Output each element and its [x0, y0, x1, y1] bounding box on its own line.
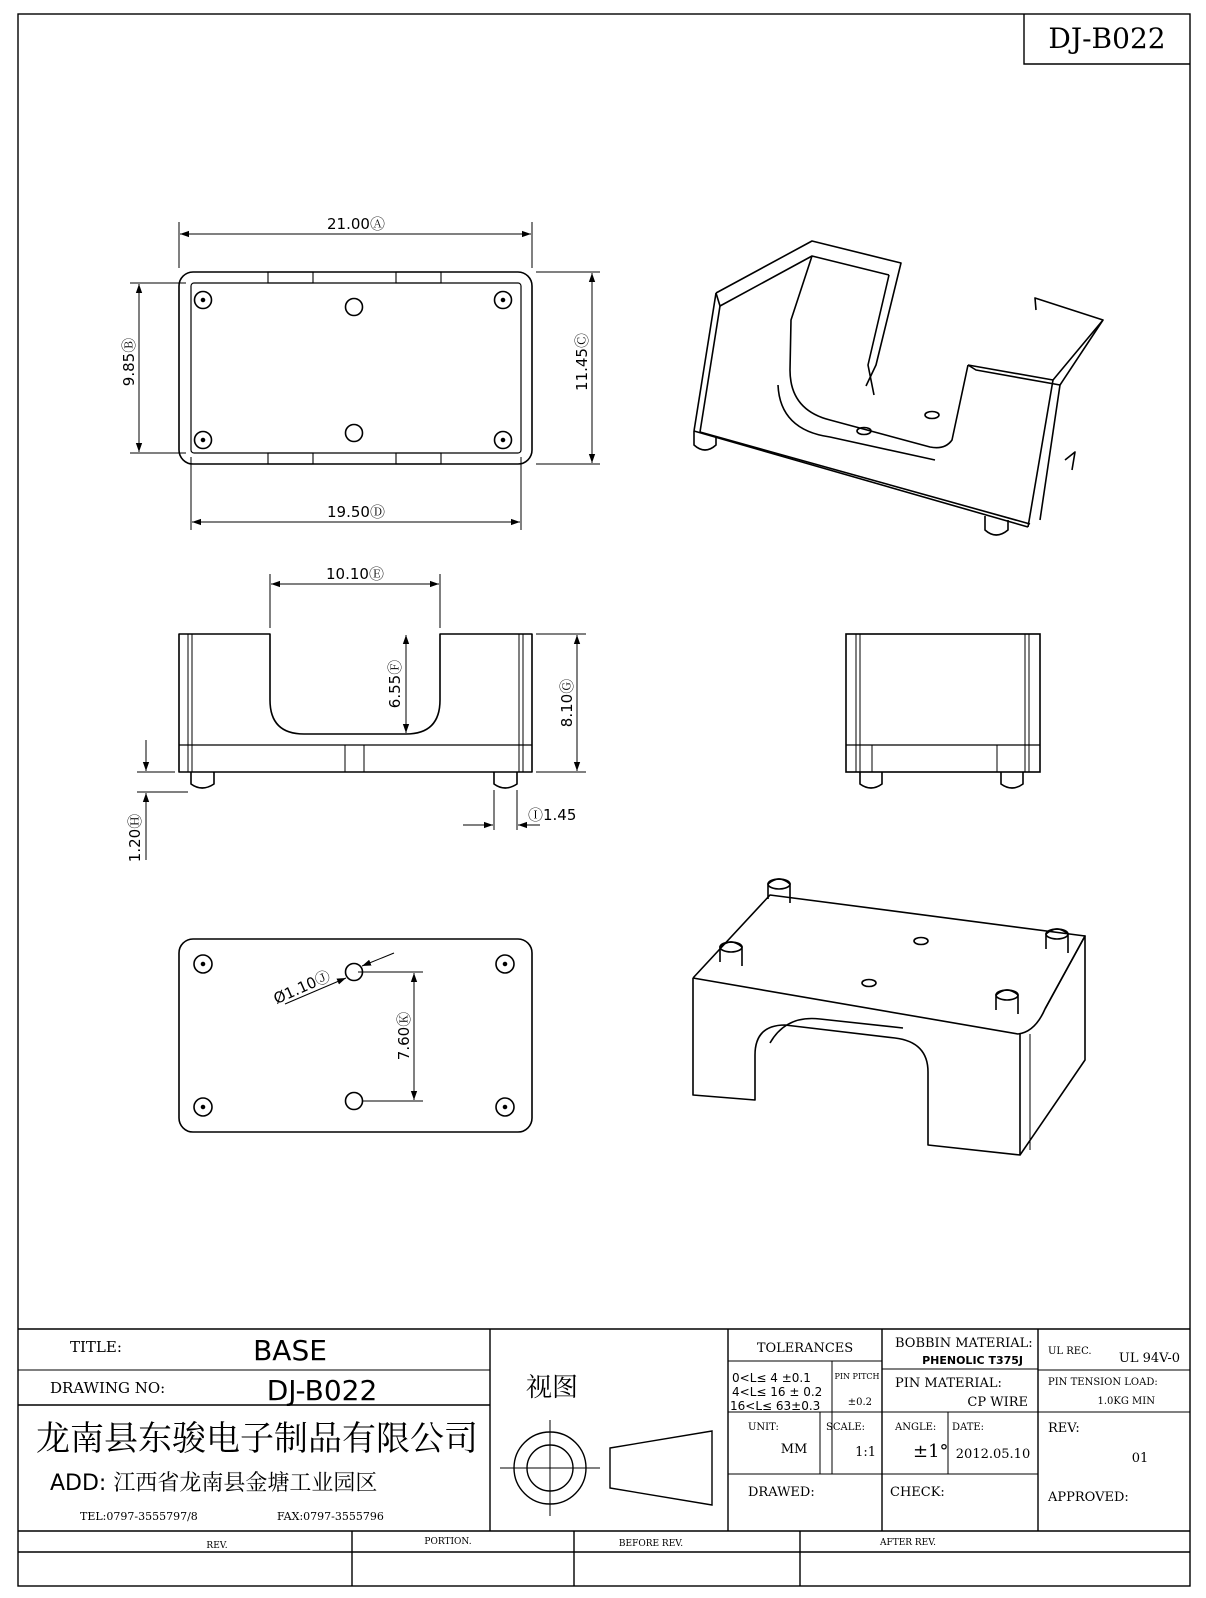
view-label: 视图: [525, 1373, 579, 1403]
svg-text:6.55Ⓕ: 6.55Ⓕ: [386, 659, 404, 709]
company-address: ADD: 江西省龙南县金塘工业园区: [50, 1471, 378, 1496]
title-block: [18, 1329, 1190, 1586]
angle-value: ±1°: [913, 1441, 949, 1462]
tolerance-row-1: 0<L≤ 4 ±0.1: [732, 1371, 811, 1385]
top-view: [179, 272, 532, 464]
pin-pitch-value: ±0.2: [847, 1397, 872, 1408]
ul-rec-label: UL REC.: [1048, 1346, 1092, 1357]
pin-pitch-label: PIN PITCH: [834, 1372, 880, 1381]
dim-j: [271, 953, 394, 1008]
unit-label: UNIT:: [748, 1422, 779, 1433]
ul-rec-value: UL 94V-0: [1118, 1351, 1180, 1366]
dim-f: [386, 635, 406, 733]
svg-text:Ⓘ1.45: Ⓘ1.45: [528, 806, 577, 824]
rev-column-header: REV.: [206, 1541, 228, 1551]
pin-tension-value: 1.0KG MIN: [1097, 1396, 1155, 1407]
company-fax: FAX:0797-3555796: [277, 1510, 384, 1523]
approved-label: APPROVED:: [1048, 1490, 1129, 1505]
dim-i: [463, 790, 576, 830]
angle-label: ANGLE:: [895, 1422, 937, 1433]
drawing-no-value: DJ-B022: [266, 1374, 378, 1407]
drawed-label: DRAWED:: [748, 1485, 815, 1500]
unit-value: MM: [780, 1442, 808, 1457]
scale-label: SCALE:: [826, 1422, 866, 1433]
bottom-view: [179, 939, 532, 1132]
rev-value: 01: [1131, 1451, 1149, 1466]
svg-text:1.20Ⓗ: 1.20Ⓗ: [126, 813, 144, 863]
bobbin-material-label: BOBBIN MATERIAL:: [895, 1336, 1033, 1351]
svg-text:8.10Ⓖ: 8.10Ⓖ: [558, 678, 576, 728]
rev-label: REV:: [1048, 1421, 1080, 1436]
drawing-no-label: DRAWING NO:: [50, 1379, 166, 1397]
tolerance-row-3: 16<L≤ 63±0.3: [730, 1399, 821, 1413]
svg-text:9.85Ⓑ: 9.85Ⓑ: [120, 337, 138, 387]
svg-text:21.00Ⓐ: 21.00Ⓐ: [327, 215, 385, 233]
dim-d: [191, 457, 521, 530]
date-value: 2012.05.10: [955, 1447, 1031, 1462]
svg-text:19.50Ⓓ: 19.50Ⓓ: [327, 503, 385, 521]
pin-material-value: CP WIRE: [967, 1395, 1028, 1410]
before-rev-column-header: BEFORE REV.: [618, 1539, 684, 1549]
scale-value: 1:1: [855, 1445, 876, 1460]
drawing-code-box: [1024, 14, 1190, 64]
dim-g: [536, 634, 586, 772]
dim-e: [270, 565, 440, 628]
pin-material-label: PIN MATERIAL:: [895, 1376, 1002, 1391]
date-label: DATE:: [952, 1422, 985, 1433]
dim-b: [120, 283, 186, 453]
front-view: [179, 634, 532, 788]
dim-k: [358, 972, 423, 1101]
after-rev-column-header: AFTER REV.: [879, 1538, 937, 1548]
svg-text:7.60Ⓚ: 7.60Ⓚ: [395, 1011, 413, 1061]
tolerances-label: TOLERANCES: [756, 1341, 854, 1356]
title-value: BASE: [253, 1334, 327, 1367]
dim-c: [536, 272, 600, 464]
drawing-code: DJ-B022: [1048, 22, 1166, 55]
pin-tension-label: PIN TENSION LOAD:: [1048, 1377, 1158, 1388]
dim-a: [179, 215, 532, 268]
projection-symbol: [500, 1420, 712, 1516]
side-view: [846, 634, 1040, 788]
svg-text:Ø1.10Ⓙ: Ø1.10Ⓙ: [270, 966, 334, 1008]
company-name: 龙南县东骏电子制品有限公司: [36, 1419, 478, 1459]
isometric-view-bottom: [693, 879, 1085, 1155]
bobbin-material-value: PHENOLIC T375J: [922, 1354, 1023, 1367]
check-label: CHECK:: [890, 1485, 945, 1500]
isometric-view-top: [694, 241, 1103, 535]
svg-text:10.10Ⓔ: 10.10Ⓔ: [326, 565, 384, 583]
title-label: TITLE:: [70, 1338, 122, 1356]
company-tel: TEL:0797-3555797/8: [80, 1510, 198, 1523]
tolerance-row-2: 4<L≤ 16 ± 0.2: [732, 1385, 823, 1399]
svg-text:11.45Ⓒ: 11.45Ⓒ: [573, 333, 591, 391]
portion-column-header: PORTION.: [424, 1537, 472, 1547]
